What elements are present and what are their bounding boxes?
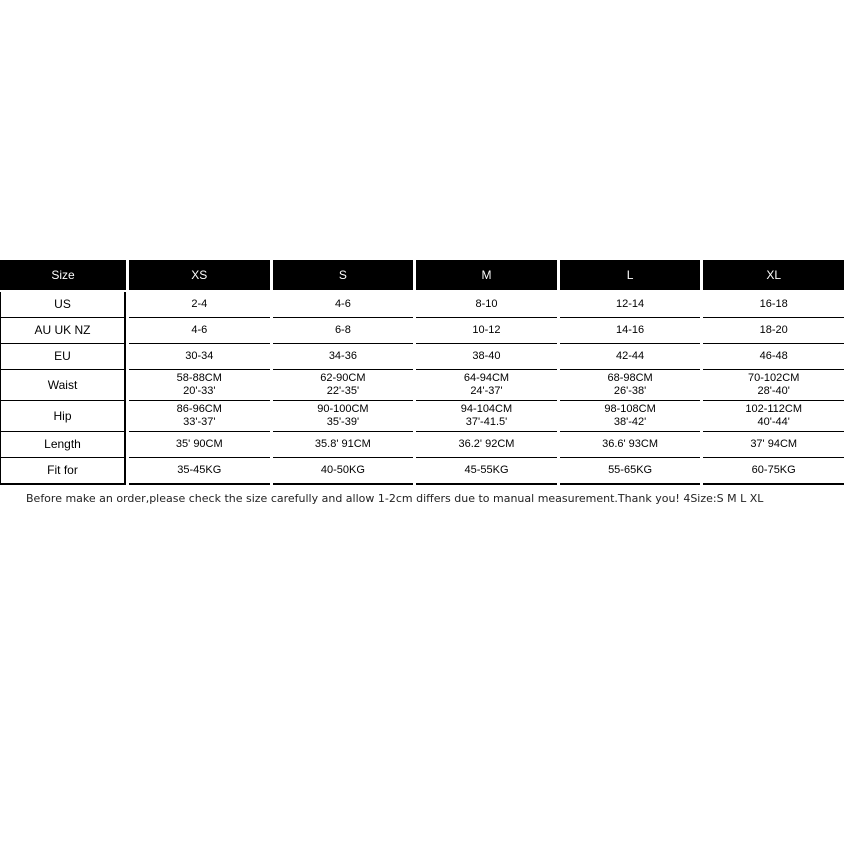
cell-value: 40'-44' <box>757 416 790 428</box>
cell-value: 38-40 <box>472 350 501 362</box>
table-cell <box>560 401 701 432</box>
table-cell <box>129 318 270 344</box>
table-cell <box>416 458 557 485</box>
table-cell <box>416 432 557 458</box>
cell-value: 24'-37' <box>470 385 503 397</box>
cell-value: 4-6 <box>191 324 208 336</box>
cell-value: 36.2' 92CM <box>458 438 515 450</box>
table-cell <box>273 318 414 344</box>
cell-value: 64-94CM <box>463 372 510 384</box>
table-cell <box>703 432 844 458</box>
header-s: S <box>273 260 414 292</box>
table-cell <box>416 344 557 370</box>
table-cell <box>273 370 414 401</box>
table-cell <box>560 292 701 318</box>
table-cell <box>560 432 701 458</box>
table-cell <box>416 370 557 401</box>
table-cell <box>129 370 270 401</box>
header-m: M <box>416 260 557 292</box>
cell-value: 35'-39' <box>326 416 360 428</box>
table-cell <box>129 344 270 370</box>
cell-value: 90-100CM <box>317 403 369 415</box>
table-cell <box>273 401 414 432</box>
table-header-row <box>0 260 844 292</box>
cell-value: 35-45KG <box>177 464 222 476</box>
table-row <box>0 292 844 318</box>
cell-value: 16-18 <box>759 298 788 310</box>
cell-value: 18-20 <box>759 324 788 336</box>
table-cell <box>273 292 414 318</box>
cell-value: 60-75KG <box>751 464 796 476</box>
table-cell <box>703 458 844 485</box>
row-label: Length <box>0 432 126 458</box>
cell-value: 102-112CM <box>745 403 803 415</box>
table-row <box>0 344 844 370</box>
cell-value: 94-104CM <box>460 403 513 415</box>
cell-value: 37' 94CM <box>750 438 798 450</box>
cell-value: 70-102CM <box>748 372 800 384</box>
cell-value: 98-108CM <box>604 403 656 415</box>
cell-value: 35.8' 91CM <box>314 438 371 450</box>
cell-value: 40-50KG <box>320 464 365 476</box>
cell-value: 68-98CM <box>607 372 653 384</box>
cell-value: 35' 90CM <box>175 438 223 450</box>
table-row <box>0 458 844 485</box>
cell-value: 58-88CM <box>176 372 222 384</box>
cell-value: 20'-33' <box>183 385 216 397</box>
cell-value: 6-8 <box>334 324 351 336</box>
table-row <box>0 401 844 432</box>
table-row <box>0 318 844 344</box>
table-cell <box>703 401 844 432</box>
size-table <box>0 260 847 485</box>
cell-value: 33'-37' <box>183 416 216 428</box>
cell-value: 8-10 <box>475 298 498 310</box>
table-cell <box>273 432 414 458</box>
table-cell <box>273 344 414 370</box>
cell-value: 30-34 <box>185 350 214 362</box>
cell-value: 37'-41.5' <box>465 416 508 428</box>
header-xs: XS <box>129 260 270 292</box>
table-cell <box>703 370 844 401</box>
size-chart <box>0 260 850 485</box>
cell-value: 28'-40' <box>757 385 790 397</box>
cell-value: 14-16 <box>616 324 645 336</box>
table-cell <box>416 401 557 432</box>
row-label: Fit for <box>0 458 126 485</box>
cell-value: 55-65KG <box>608 464 653 476</box>
table-row <box>0 370 844 401</box>
table-cell <box>703 318 844 344</box>
header-l: L <box>560 260 701 292</box>
table-cell <box>560 318 701 344</box>
table-cell <box>129 401 270 432</box>
row-label: EU <box>0 344 126 370</box>
header-xl: XL <box>703 260 844 292</box>
table-cell <box>560 370 701 401</box>
header-size: Size <box>0 260 126 292</box>
table-cell <box>703 292 844 318</box>
cell-value: 36.6' 93CM <box>602 438 659 450</box>
table-body <box>0 292 844 485</box>
cell-value: 22'-35' <box>326 385 360 397</box>
cell-value: 46-48 <box>759 350 788 362</box>
cell-value: 4-6 <box>334 298 351 310</box>
row-label: US <box>0 292 126 318</box>
cell-value: 45-55KG <box>464 464 509 476</box>
cell-value: 86-96CM <box>176 403 222 415</box>
cell-value: 26'-38' <box>613 385 647 397</box>
cell-value: 42-44 <box>616 350 645 362</box>
table-cell <box>273 458 414 485</box>
cell-value: 12-14 <box>616 298 645 310</box>
table-cell <box>129 432 270 458</box>
cell-value: 2-4 <box>191 298 208 310</box>
size-note: Before make an order,please check the size carefully and allow 1-2cm differs due to manual measurement.Thank you! 4Size:S M L XL <box>26 492 764 505</box>
row-label: AU UK NZ <box>0 318 126 344</box>
cell-value: 34-36 <box>328 350 357 362</box>
table-row <box>0 432 844 458</box>
row-label: Hip <box>0 401 126 432</box>
table-cell <box>129 292 270 318</box>
table-cell <box>129 458 270 485</box>
table-cell <box>703 344 844 370</box>
table-cell <box>416 292 557 318</box>
table-cell <box>416 318 557 344</box>
table-cell <box>560 458 701 485</box>
table-cell <box>560 344 701 370</box>
row-label: Waist <box>0 370 126 401</box>
cell-value: 62-90CM <box>320 372 366 384</box>
cell-value: 10-12 <box>472 324 501 336</box>
cell-value: 38'-42' <box>613 416 647 428</box>
